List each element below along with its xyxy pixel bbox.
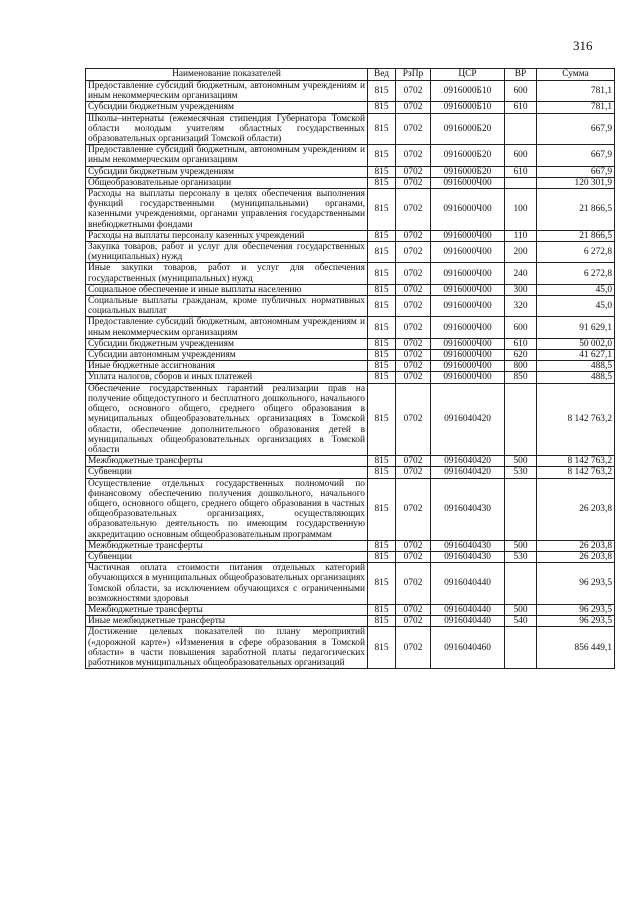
cell-vr: 600 [505,81,537,102]
cell-csr: 0916040440 [431,563,505,605]
cell-vr: 620 [505,350,537,361]
table-row [86,242,615,263]
cell-rzpr: 0702 [396,113,431,145]
cell-ved: 815 [368,467,396,478]
header-rzpr: РзПр [396,69,431,81]
cell-vr: 610 [505,102,537,113]
cell-ved: 815 [368,383,396,455]
header-sum: Сумма [537,69,615,81]
cell-rzpr: 0702 [396,166,431,177]
cell-name: Закупка товаров, работ и услуг для обеспечения государственных (муниципальных) нужд [86,242,368,263]
table-row [86,81,615,102]
cell-rzpr: 0702 [396,177,431,188]
cell-sum: 26 203,8 [537,478,615,540]
table-row [86,338,615,349]
cell-vr [505,478,537,540]
cell-rzpr: 0702 [396,478,431,540]
cell-name: Субсидии бюджетным учреждениям [86,102,368,113]
cell-csr: 0916000Ч00 [431,296,505,317]
cell-ved: 815 [368,361,396,372]
table-row [86,230,615,241]
table-row [86,383,615,455]
cell-name: Субсидии бюджетным учреждениям [86,338,368,349]
cell-vr [505,383,537,455]
cell-rzpr: 0702 [396,372,431,383]
cell-sum: 8 142 763,2 [537,383,615,455]
cell-vr: 600 [505,145,537,166]
cell-ved: 815 [368,102,396,113]
cell-ved: 815 [368,284,396,295]
cell-csr: 0916040420 [431,383,505,455]
cell-rzpr: 0702 [396,627,431,669]
cell-rzpr: 0702 [396,383,431,455]
cell-vr: 540 [505,616,537,627]
cell-sum: 41 627,1 [537,350,615,361]
cell-ved: 815 [368,350,396,361]
cell-sum: 667,9 [537,166,615,177]
cell-name: Школы–интернаты (ежемесячная стипендия Губернатора Томской области молодым учителям областных государственных образовательных организаций Томской области) [86,113,368,145]
table-row [86,467,615,478]
cell-csr: 0916000Б20 [431,145,505,166]
table-row [86,540,615,551]
cell-rzpr: 0702 [396,456,431,467]
cell-csr: 0916000Ч00 [431,263,505,284]
table-row [86,166,615,177]
cell-rzpr: 0702 [396,350,431,361]
cell-ved: 815 [368,540,396,551]
cell-sum: 96 293,5 [537,563,615,605]
cell-csr: 0916000Ч00 [431,372,505,383]
cell-csr: 0916040430 [431,540,505,551]
table-row [86,627,615,669]
cell-name: Предоставление субсидий бюджетным, автономным учреждениям и иным некоммерческим организациям [86,317,368,338]
cell-vr: 200 [505,242,537,263]
cell-rzpr: 0702 [396,81,431,102]
cell-name: Межбюджетные трансферты [86,456,368,467]
cell-csr: 0916000Ч00 [431,230,505,241]
cell-name: Иные межбюджетные трансферты [86,616,368,627]
cell-name: Предоставление субсидий бюджетным, автономным учреждениям и иным некоммерческим организациям [86,145,368,166]
cell-csr: 0916040440 [431,616,505,627]
cell-vr: 530 [505,551,537,562]
cell-rzpr: 0702 [396,551,431,562]
cell-sum: 488,5 [537,372,615,383]
cell-vr [505,563,537,605]
cell-ved: 815 [368,338,396,349]
cell-ved: 815 [368,113,396,145]
cell-sum: 781,1 [537,102,615,113]
cell-name: Предоставление субсидий бюджетным, автономным учреждениям и иным некоммерческим организациям [86,81,368,102]
cell-ved: 815 [368,478,396,540]
header-vr: ВР [505,69,537,81]
cell-rzpr: 0702 [396,317,431,338]
cell-vr: 530 [505,467,537,478]
table-row [86,372,615,383]
header-name: Наименование показателей [86,69,368,81]
cell-vr: 300 [505,284,537,295]
cell-name: Расходы на выплаты персоналу в целях обеспечения выполнения функций государственными (муниципальными) органами, казенными учреждениями, органами управления государственными внебюджетными фондами [86,189,368,231]
cell-name: Общеобразовательные организации [86,177,368,188]
cell-vr: 500 [505,540,537,551]
table-row [86,361,615,372]
cell-csr: 0916000Ч00 [431,350,505,361]
cell-sum: 45,0 [537,296,615,317]
cell-vr: 610 [505,338,537,349]
cell-rzpr: 0702 [396,284,431,295]
cell-vr [505,113,537,145]
cell-csr: 0916000Ч00 [431,177,505,188]
table-row [86,478,615,540]
cell-ved: 815 [368,242,396,263]
table-header-row [86,69,615,81]
table-row [86,296,615,317]
cell-csr: 0916000Ч00 [431,361,505,372]
cell-sum: 50 002,0 [537,338,615,349]
cell-name: Иные закупки товаров, работ и услуг для обеспечения государственных (муниципальных) нужд [86,263,368,284]
cell-ved: 815 [368,551,396,562]
table-row [86,102,615,113]
cell-rzpr: 0702 [396,540,431,551]
cell-ved: 815 [368,372,396,383]
cell-ved: 815 [368,177,396,188]
cell-sum: 91 629,1 [537,317,615,338]
cell-sum: 667,9 [537,113,615,145]
cell-vr: 500 [505,456,537,467]
cell-vr: 320 [505,296,537,317]
cell-sum: 8 142 763,2 [537,456,615,467]
table-body [86,81,615,669]
cell-ved: 815 [368,81,396,102]
cell-rzpr: 0702 [396,263,431,284]
cell-csr: 0916000Б20 [431,113,505,145]
cell-vr: 100 [505,189,537,231]
cell-csr: 0916000Ч00 [431,284,505,295]
table-row [86,263,615,284]
cell-sum: 26 203,8 [537,540,615,551]
page-number: 316 [573,38,593,53]
cell-sum: 96 293,5 [537,616,615,627]
cell-csr: 0916040430 [431,478,505,540]
cell-rzpr: 0702 [396,102,431,113]
table-row [86,317,615,338]
cell-vr [505,627,537,669]
cell-csr: 0916040430 [431,551,505,562]
header-csr: ЦСР [431,69,505,81]
cell-csr: 0916040420 [431,467,505,478]
table-row [86,616,615,627]
cell-rzpr: 0702 [396,296,431,317]
cell-csr: 0916000Ч00 [431,242,505,263]
cell-sum: 667,9 [537,145,615,166]
cell-rzpr: 0702 [396,604,431,615]
cell-rzpr: 0702 [396,616,431,627]
cell-ved: 815 [368,263,396,284]
cell-name: Уплата налогов, сборов и иных платежей [86,372,368,383]
cell-name: Достижение целевых показателей по плану мероприятий («дорожной карте») «Изменения в сфере образования в Томской области» в части повышения заработной платы педагогических работников муниципальных общеобразовательных организаций [86,627,368,669]
cell-ved: 815 [368,230,396,241]
cell-csr: 0916000Ч00 [431,317,505,338]
cell-rzpr: 0702 [396,230,431,241]
cell-sum: 26 203,8 [537,551,615,562]
cell-csr: 0916000Б10 [431,81,505,102]
cell-name: Частичная оплата стоимости питания отдельных категорий обучающихся в муниципальных общеобразовательных организациях Томской области, за исключением обучающихся с ограниченными возможностями здоровья [86,563,368,605]
table-row [86,456,615,467]
cell-name: Субвенции [86,551,368,562]
header-ved: Вед [368,69,396,81]
cell-name: Межбюджетные трансферты [86,540,368,551]
cell-sum: 45,0 [537,284,615,295]
cell-name: Осуществление отдельных государственных полномочий по финансовому обеспечению получения дошкольного, начального общего, основного общего, среднего общего образования в частных общеобразовательных организациях, осуществляющих образовательную деятельность по имеющим государственную аккредитацию основным общеобразовательным программам [86,478,368,540]
cell-sum: 856 449,1 [537,627,615,669]
cell-ved: 815 [368,145,396,166]
table-row [86,604,615,615]
cell-rzpr: 0702 [396,189,431,231]
cell-csr: 0916000Б10 [431,102,505,113]
cell-name: Обеспечение государственных гарантий реализации прав на получение общедоступного и бесплатного дошкольного, начального общего, основного общего, среднего общего образования в муниципальных общеобразовательных организациях в Томской области, обеспечение дополнительного образования детей в муниципальных общеобразовательных организациях в Томской области [86,383,368,455]
budget-table [85,68,615,669]
cell-ved: 815 [368,166,396,177]
table-row [86,350,615,361]
cell-ved: 815 [368,456,396,467]
cell-csr: 0916000Ч00 [431,338,505,349]
cell-name: Межбюджетные трансферты [86,604,368,615]
cell-rzpr: 0702 [396,361,431,372]
cell-ved: 815 [368,317,396,338]
cell-vr: 500 [505,604,537,615]
cell-rzpr: 0702 [396,563,431,605]
table-row [86,551,615,562]
cell-csr: 0916000Ч00 [431,189,505,231]
cell-name: Расходы на выплаты персоналу казенных учреждений [86,230,368,241]
cell-csr: 0916040420 [431,456,505,467]
cell-rzpr: 0702 [396,145,431,166]
cell-name: Субсидии автономным учреждениям [86,350,368,361]
cell-vr: 600 [505,317,537,338]
cell-sum: 781,1 [537,81,615,102]
cell-sum: 21 866,5 [537,230,615,241]
cell-rzpr: 0702 [396,467,431,478]
cell-vr: 240 [505,263,537,284]
cell-ved: 815 [368,616,396,627]
cell-vr: 800 [505,361,537,372]
cell-sum: 21 866,5 [537,189,615,231]
cell-ved: 815 [368,604,396,615]
cell-name: Иные бюджетные ассигнования [86,361,368,372]
cell-sum: 8 142 763,2 [537,467,615,478]
table-row [86,189,615,231]
cell-rzpr: 0702 [396,338,431,349]
cell-csr: 0916000Б20 [431,166,505,177]
cell-csr: 0916040460 [431,627,505,669]
cell-vr: 610 [505,166,537,177]
table-row [86,113,615,145]
cell-name: Субсидии бюджетным учреждениям [86,166,368,177]
cell-name: Социальные выплаты гражданам, кроме публичных нормативных социальных выплат [86,296,368,317]
cell-csr: 0916040440 [431,604,505,615]
table-row [86,284,615,295]
cell-vr [505,177,537,188]
cell-sum: 120 301,9 [537,177,615,188]
cell-sum: 6 272,8 [537,263,615,284]
cell-vr: 850 [505,372,537,383]
cell-ved: 815 [368,189,396,231]
cell-vr: 110 [505,230,537,241]
table-row [86,145,615,166]
cell-name: Социальное обеспечение и иные выплаты населению [86,284,368,295]
cell-sum: 6 272,8 [537,242,615,263]
table-row [86,177,615,188]
cell-ved: 815 [368,563,396,605]
cell-ved: 815 [368,296,396,317]
cell-rzpr: 0702 [396,242,431,263]
cell-sum: 488,5 [537,361,615,372]
cell-ved: 815 [368,627,396,669]
cell-name: Субвенции [86,467,368,478]
cell-sum: 96 293,5 [537,604,615,615]
table-row [86,563,615,605]
